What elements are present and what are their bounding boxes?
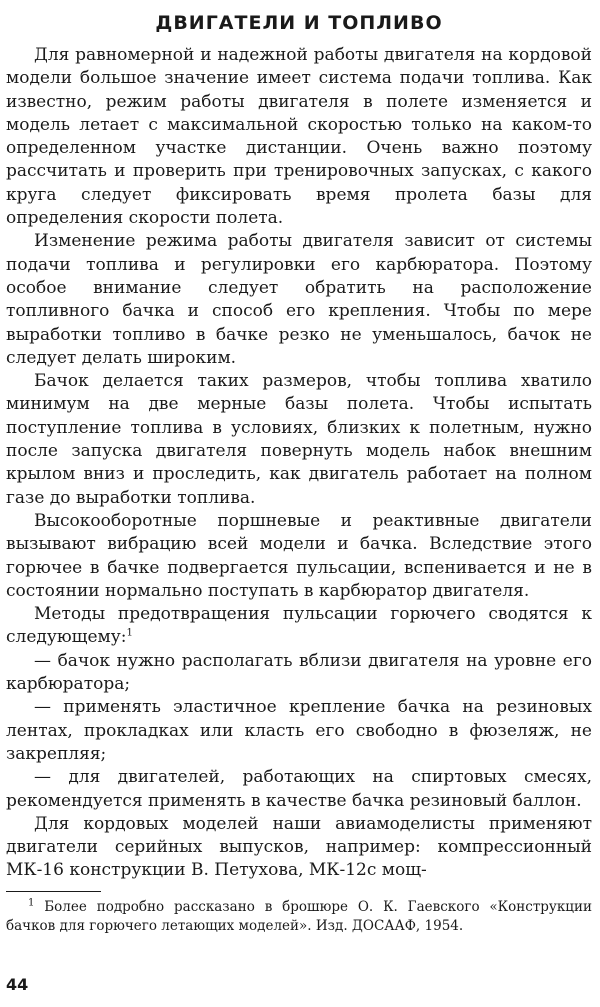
page-title: ДВИГАТЕЛИ И ТОПЛИВО [155, 12, 443, 34]
methods-intro-paragraph [6, 603, 592, 650]
list-item: — бачок нужно располагать вблизи двигателя на уровне его карбюратора; [6, 650, 592, 695]
book-page [6, 0, 592, 1007]
list-item: — для двигателей, работающих на спиртовых смесях, рекомендуется применять в качестве бачка резиновый баллон. [6, 767, 592, 811]
footnote-divider [6, 891, 101, 892]
paragraph: Высокооборотные поршневые и реактивные двигатели вызывают вибрацию всей модели и бачка. Вследствие этого горючее в бачке подвергается пульсации, вспенивается и не в состоянии нормально поступать в карбюратор двигателя. [6, 510, 592, 601]
footnote-text: Более подробно рассказано в брошюре О. К. Гаевского «Конструкции бачков для горючего летающих моделей». Изд. ДОСААФ, 1954. [6, 898, 592, 934]
closing-paragraph: Для кордовых моделей наши авиамоделисты применяют двигатели серийных выпусков, например: компрессионный МК-16 конструкции В. Петухова, МК-12с мощ- [6, 813, 592, 881]
list-item: — применять эластичное крепление бачка на резиновых лентах, прокладках или класть его свободно в фюзеляж, не закрепляя; [6, 697, 592, 764]
footnote-marker: 1 [28, 897, 35, 909]
paragraph: Изменение режима работы двигателя зависит от системы подачи топлива и регулировки его карбюратора. Поэтому особое внимание следует обратить на расположение топливного бачка и способ его крепления. Чтобы по мере выработки топливо в бачке резко не уменьшалось, бачок не следует делать широким. [6, 231, 592, 368]
paragraph: Бачок делается таких размеров, чтобы топлива хватило минимум на две мерные базы полета. Чтобы испытать поступление топлива в условиях, близких к полетным, нужно после запуска двигателя повернуть модель набок внешним крылом вниз и проследить, как двигатель работает на полном газе до выработки топлива. [6, 371, 592, 508]
body-text [6, 44, 592, 883]
footnote-reference: 1 [126, 627, 133, 639]
page-number: 44 [6, 975, 29, 994]
footnote [6, 898, 592, 936]
methods-intro-text: Методы предотвращения пульсации горючего сводятся к следующему: [6, 604, 592, 648]
paragraph: Для равномерной и надежной работы двигателя на кордовой модели большое значение имеет система подачи топлива. Как известно, режим работы двигателя в полете изменяется и модель летает с максимальной скоростью только на каком-то определенном участке дистанции. Очень важно поэтому рассчитать и проверить при тренировочных запусках, с какого круга следует фиксировать время пролета базы для определения скорости полета. [6, 45, 592, 229]
